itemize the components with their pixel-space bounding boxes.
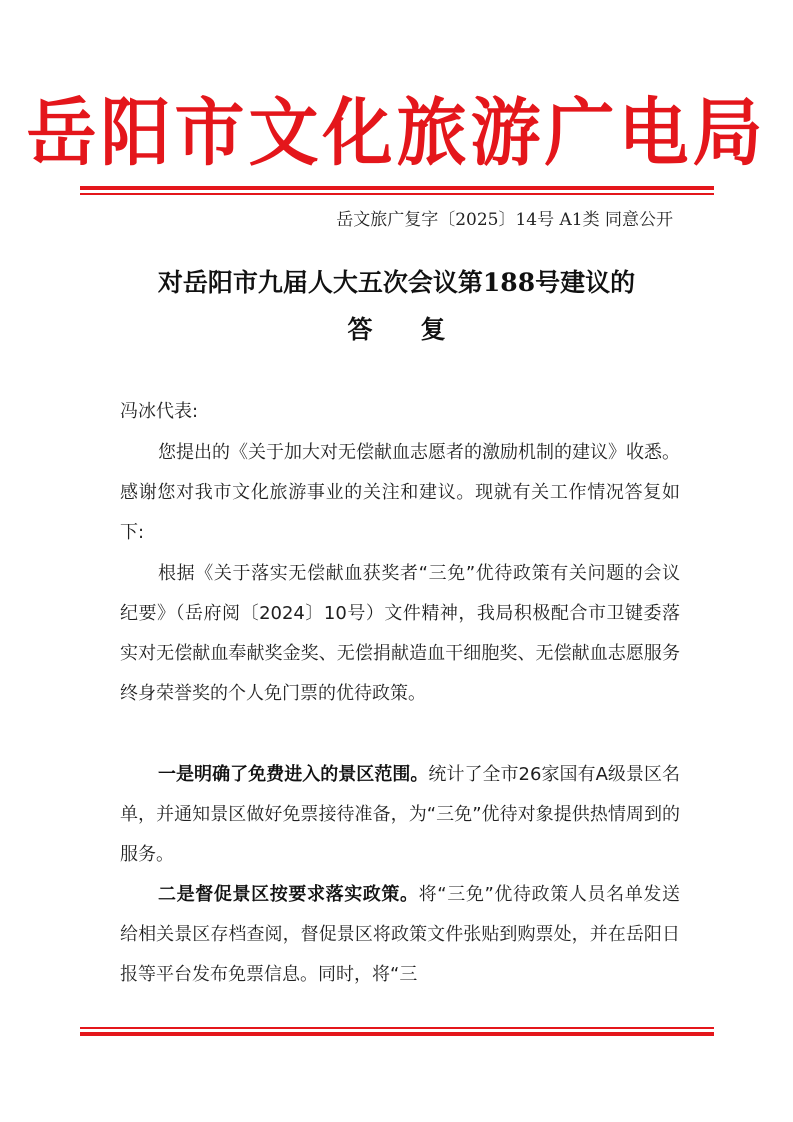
body-paragraph-3 <box>120 755 680 875</box>
paragraph-lead: 一是明确了免费进入的景区范围。 <box>158 764 429 785</box>
paragraph-lead: 二是督促景区按要求落实政策。 <box>158 884 419 905</box>
document-title-line2: 答复 <box>347 315 494 344</box>
footer-divider-thin <box>80 1027 714 1029</box>
body-paragraph-1 <box>120 433 680 553</box>
paragraph-text: 您提出的《关于加大对无偿献血志愿者的激励机制的建议》收悉。感谢您对我市文化旅游事业的关注和建议。现就有关工作情况答复如下: <box>120 442 680 543</box>
paragraph-text <box>120 875 680 995</box>
paragraph-body: 将“三免”优待政策人员名单发送给相关景区存档查阅，督促景区将政策文件张贴到购票处，并在岳阳日报等平台发布免票信息。同时，将“三 <box>120 884 680 985</box>
header-divider-thick <box>80 186 714 190</box>
header-divider-thin <box>80 193 714 195</box>
body-paragraph-2 <box>120 554 680 714</box>
document-title-line1: 对岳阳市九届人大五次会议第188号建议的 <box>157 268 636 297</box>
agency-masthead: 岳阳市文化旅游广电局 <box>26 88 767 177</box>
footer-divider-thick <box>80 1032 714 1036</box>
paragraph-body: 统计了全市26家国有A级景区名单，并通知景区做好免票接待准备，为“三免”优待对象提供热情周到的服务。 <box>120 764 681 865</box>
paragraph-text <box>120 755 680 875</box>
salutation: 冯冰代表: <box>120 401 199 422</box>
paragraph-text: 根据《关于落实无偿献血获奖者“三免”优待政策有关问题的会议纪要》（岳府阅〔2024〕10号）文件精神，我局积极配合市卫键委落实对无偿献血奉献奖金奖、无偿捐献造血干细胞奖、无偿献血志愿服务终身荣誉奖的个人免门票的优待政策。 <box>120 563 680 704</box>
document-number: 岳文旅广复字〔2025〕14号 A1类 同意公开 <box>336 210 673 230</box>
body-paragraph-4 <box>120 875 680 995</box>
